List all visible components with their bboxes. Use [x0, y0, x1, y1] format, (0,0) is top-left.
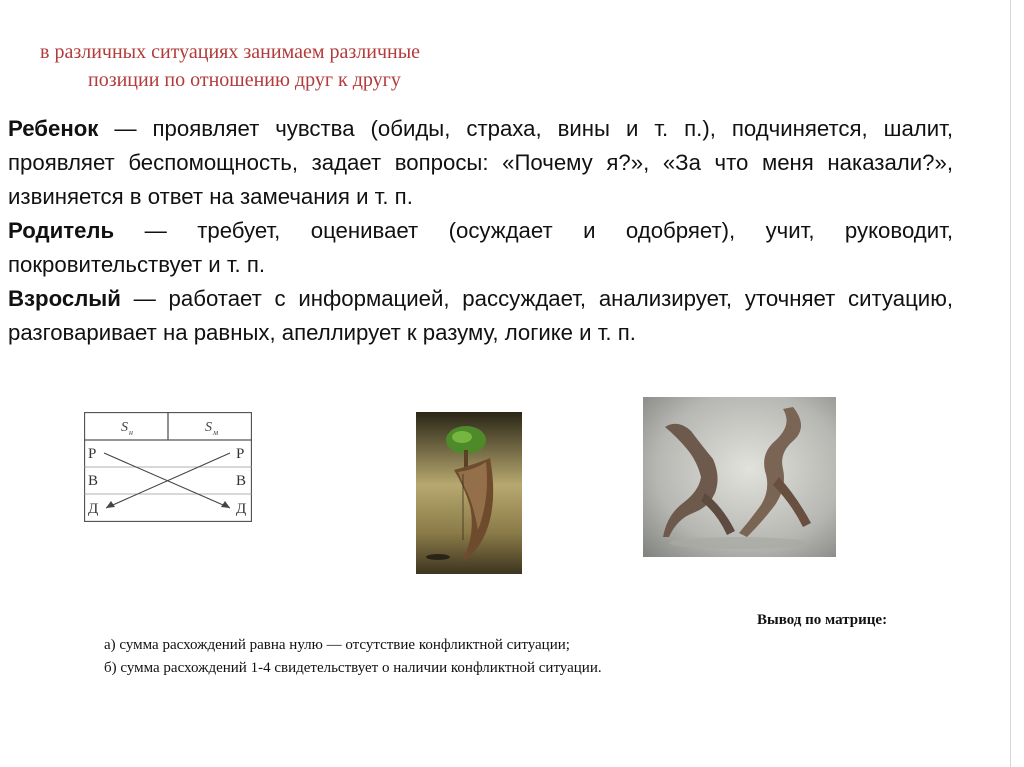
definitions-text — [8, 112, 953, 350]
matrix-row-2-right: В — [236, 473, 247, 489]
matrix-row-1-right: Р — [236, 446, 245, 462]
definition-parent — [8, 214, 953, 282]
tree-island-illustration — [416, 412, 522, 574]
slide-edge-line — [1010, 0, 1011, 767]
matrix-header-left-sub: н — [129, 428, 133, 437]
position-matrix-diagram — [84, 412, 252, 522]
conclusion-item-b: б) сумма расхождений 1-4 свидетельствует о наличии конфликтной ситуации. — [104, 660, 602, 676]
conclusion-item-a: а) сумма расхождений равна нулю — отсутствие конфликтной ситуации; — [104, 637, 570, 653]
definition-adult-text: — работает с информацией, рассуждает, анализирует, уточняет ситуацию, разговаривает на равных, апеллирует к разуму, логике и т. п. — [8, 286, 953, 345]
slide-subtitle — [40, 38, 600, 94]
small-boat — [426, 554, 450, 560]
definition-adult — [8, 282, 953, 350]
matrix-row-3-left: Д — [88, 501, 99, 517]
definition-child — [8, 112, 953, 214]
dancers-sculpture-photo — [643, 397, 836, 557]
matrix-row-1-left: Р — [88, 446, 97, 462]
matrix-header-right: S — [205, 420, 212, 435]
term-child: Ребенок — [8, 116, 99, 141]
matrix-row-3-right: Д — [236, 501, 247, 517]
subtitle-line-1: в различных ситуациях занимаем различные — [40, 41, 421, 63]
definition-parent-text: — требует, оценивает (осуждает и одобряет), учит, руководит, покровительствует и т. п. — [8, 218, 953, 277]
subtitle-line-2: позиции по отношению друг к другу — [88, 69, 401, 91]
matrix-header-right-sub: м — [213, 428, 219, 437]
term-adult: Взрослый — [8, 286, 121, 311]
matrix-header-left: S — [121, 420, 128, 435]
matrix-row-2-left: В — [88, 473, 99, 489]
term-parent: Родитель — [8, 218, 115, 243]
conclusion-title: Вывод по матрице: — [757, 612, 888, 628]
definition-child-text: — проявляет чувства (обиды, страха, вины и т. п.), подчиняется, шалит, проявляет беспомощность, задает вопросы: «Почему я?», «За что меня наказали?», извиняется в ответ на замечания и т. п. — [8, 116, 953, 209]
